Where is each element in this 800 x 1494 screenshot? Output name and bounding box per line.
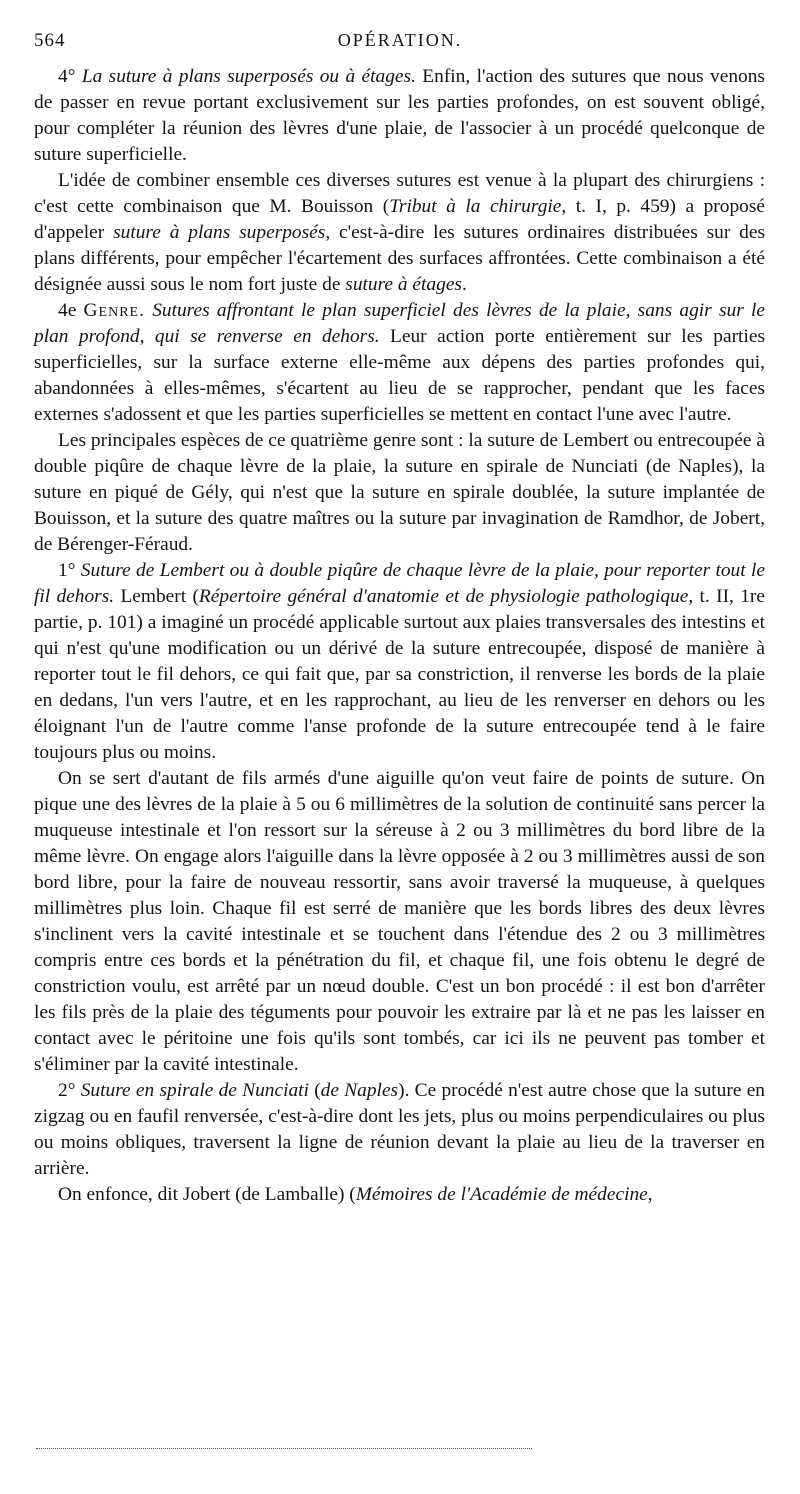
item-number: 4° xyxy=(58,66,82,87)
term: suture à plans superposés xyxy=(113,222,326,243)
section-title: La suture à plans superposés ou à étages. xyxy=(81,66,416,87)
section-title: Suture de Lembert ou à double piqûre de chaque lèvre de la plaie, pour reporter tout le fil dehors. xyxy=(34,560,765,607)
paragraph-text: On se sert d'autant de fils armés d'une aiguille qu'on veut faire de points de suture. On pique une des lèvres de la plaie à 5 ou 6 millimètres de la solution de continuité sans percer la muqueuse intestinale et l'on ressort sur la séreuse à 2 ou 3 millimètres du bord libre de la même lèvre. On engage alors l'aiguille dans la lèvre opposée à 2 ou 3 millimètres aussi de son bord libre, pour la faire de nouveau ressortir, sans avoir traversé la muqueuse, à quelques millimètres plus loin. Chaque fil est serré de manière que les bords libres des deux lèvres s'inclinent vers la cavité intestinale et se touchent dans l'étendue des 2 ou 3 millimètres compris entre ces bords et la pénétration du fil, et chaque fil, une fois obtenu le degré de constriction voulu, est arrêté par un nœud double. C'est un bon procédé : il est bon d'arrêter les fils près de la plaie des téguments pour pouvoir les extraire par là et ne pas les laisser en contact avec le péritoine une fois qu'ils sont tombés, car ici ils ne peuvent pas tomber et s'éliminer par la cavité intestinale. xyxy=(34,768,765,1075)
paragraph-text: ( xyxy=(308,1080,321,1101)
paragraph-text: Enfin, l'action des sutures que nous venons de passer en revue portant exclusivement sur les parties profondes, on est souvent obligé, pour compléter la réunion des lèvres d'une plaie, de l'associer à un procédé quelconque de suture superficielle. xyxy=(34,66,765,165)
paragraph-text: , t. I, p. 459) a proposé d'appeler xyxy=(34,196,765,243)
item-number: 2° xyxy=(58,1080,81,1101)
section-title: Suture en spirale de Nunciati xyxy=(80,1080,309,1101)
running-head: OPÉRATION. xyxy=(337,30,463,50)
paragraph-text: On enfonce, dit Jobert (de Lamballe) ( xyxy=(58,1184,356,1205)
term: suture à étages xyxy=(345,274,462,295)
paragraph-text: Les principales espèces de ce quatrième genre sont : la suture de Lembert ou entrecoupée à double piqûre de chaque lèvre de la plaie, la suture en spirale de Nunciati (de Naples), la suture en piqué de Gély, qui n'est que la suture en spirale doublée, la suture implantée de Bouisson, et la suture des quatre maîtres ou la suture par invagination de Ramdhor, de Jobert, de Bérenger-Féraud. xyxy=(34,430,765,555)
paragraph-quatrieme-genre xyxy=(34,298,765,428)
paragraph-text: Lembert ( xyxy=(114,586,199,607)
citation-title: Répertoire général d'anatomie et de physiologie pathologique xyxy=(198,586,689,607)
page-body xyxy=(34,64,765,1208)
page-header xyxy=(34,30,766,60)
paragraph-principales-especes xyxy=(34,428,765,558)
place-name: de Naples xyxy=(320,1080,399,1101)
paragraph-suture-nunciati xyxy=(34,1078,765,1182)
section-title: Sutures affrontant le plan superficiel des lèvres de la plaie, sans agir sur le plan profond, qui se renverse en dehors. xyxy=(34,300,765,347)
paragraph-text: . xyxy=(461,274,467,295)
paragraph-text: L'idée de combiner ensemble ces diverses sutures est venue à la plupart des chirurgiens : c'est cette combinaison que M. Bouisson ( xyxy=(34,170,765,217)
genre-label: Genre. xyxy=(83,300,145,321)
paragraph-text: , c'est-à-dire les sutures ordinaires distribuées sur des plans différents, pour empêcher l'écartement des surfaces affrontées. Cette combinaison a été désignée aussi sous le nom fort juste de xyxy=(34,222,766,295)
item-number: 1° xyxy=(58,560,81,581)
citation-title: Tribut à la chirurgie xyxy=(389,196,562,217)
paragraph-suture-plans-superposes xyxy=(34,64,765,168)
page-number: 564 xyxy=(34,30,66,51)
paragraph-text: ). Ce procédé n'est autre chose que la suture en zigzag ou en faufil renversée, c'est-à-dire dont les jets, plus ou moins perpendiculaires ou plus ou moins obliques, traversent la ligne de réunion devant la plaie au lieu de la traverser en arrière. xyxy=(34,1080,765,1179)
footer-dotted-rule xyxy=(36,1448,532,1449)
paragraph-text: , t. II, 1re partie, p. 101) a imaginé un procédé applicable surtout aux plaies transversales des intestins et qui n'est qu'une modification ou un dérivé de la suture entrecoupée, disposé de manière à reporter tout le fil dehors, ce qui fait que, par sa constriction, il renverse les bords de la plaie en dedans, l'un vers l'autre, et en les rapprochant, au lieu de les renverser en dehors ou les éloignant l'un de l'autre comme l'anse profonde de la suture entrecoupée tend à le faire toujours plus ou moins. xyxy=(34,586,765,763)
citation-title: Mémoires de l'Académie de médecine, xyxy=(355,1184,653,1205)
paragraph-bouisson xyxy=(34,168,765,298)
paragraph-suture-lembert xyxy=(34,558,765,766)
paragraph-text: Leur action porte entièrement sur les parties superficielles, sur la surface externe elle-même aux dépens des parties profondes qui, abandonnées à elles-mêmes, s'écartent au lieu de se rapprocher, pendant que les faces externes s'adossent et que les parties superficielles se mettent en contact l'une avec l'autre. xyxy=(34,326,765,425)
genre-number: 4e xyxy=(58,300,84,321)
paragraph-jobert xyxy=(34,1182,765,1208)
paragraph-procede xyxy=(34,766,765,1078)
